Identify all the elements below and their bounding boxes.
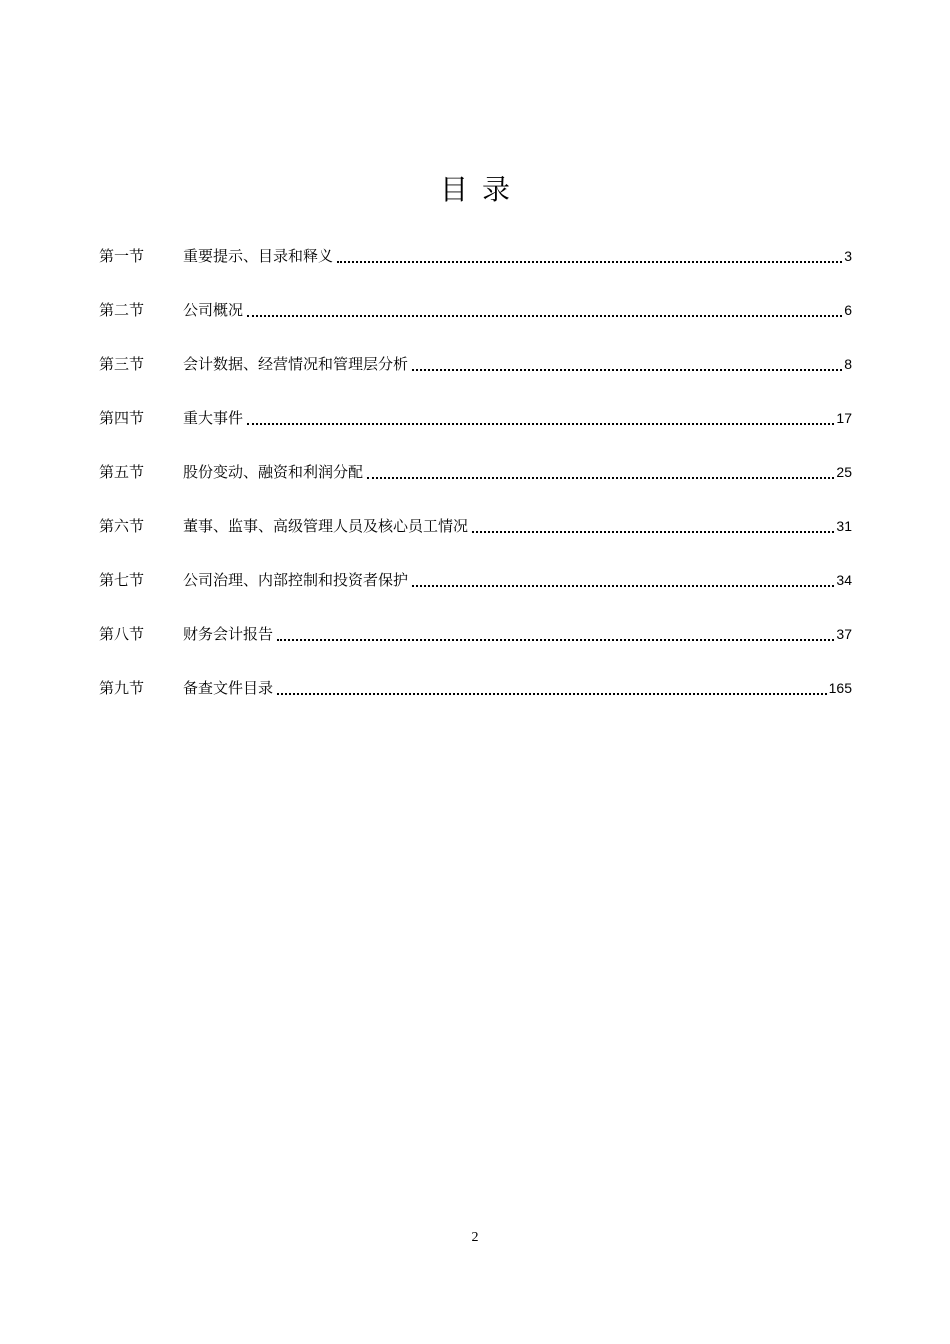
toc-entry-3[interactable] bbox=[99, 352, 852, 406]
dot-leader bbox=[337, 244, 842, 263]
toc-section-label: 第五节 bbox=[99, 463, 145, 481]
toc-entry-7[interactable] bbox=[99, 568, 852, 622]
toc-section-label: 第三节 bbox=[99, 355, 145, 373]
toc-section-label: 第八节 bbox=[99, 625, 145, 643]
toc-page-number: 34 bbox=[836, 572, 852, 588]
toc-entry-title: 重大事件 bbox=[183, 409, 244, 427]
toc-page-number: 37 bbox=[836, 626, 852, 642]
toc-entry-1[interactable] bbox=[99, 244, 852, 298]
toc-entry-title: 公司治理、内部控制和投资者保护 bbox=[183, 571, 409, 589]
toc-page-number: 3 bbox=[844, 248, 852, 264]
toc-section-label: 第四节 bbox=[99, 409, 145, 427]
toc-section-label: 第六节 bbox=[99, 517, 145, 535]
dot-leader bbox=[277, 622, 834, 641]
dot-leader bbox=[367, 460, 834, 479]
toc-entry-5[interactable] bbox=[99, 460, 852, 514]
toc-entry-title: 股份变动、融资和利润分配 bbox=[183, 463, 364, 481]
toc-entry-9[interactable] bbox=[99, 676, 852, 730]
dot-leader bbox=[247, 406, 834, 425]
toc-entry-title: 会计数据、经营情况和管理层分析 bbox=[183, 355, 409, 373]
toc-entry-title: 备查文件目录 bbox=[183, 679, 274, 697]
toc-entry-title: 重要提示、目录和释义 bbox=[183, 247, 334, 265]
toc-entry-title: 公司概况 bbox=[183, 301, 244, 319]
toc-section-label: 第二节 bbox=[99, 301, 145, 319]
toc-section-label: 第一节 bbox=[99, 247, 145, 265]
dot-leader bbox=[277, 676, 827, 695]
page-number: 2 bbox=[471, 1230, 479, 1245]
toc-entry-2[interactable] bbox=[99, 298, 852, 352]
toc-page-number: 17 bbox=[836, 410, 852, 426]
page-title: 目录 bbox=[439, 173, 524, 206]
toc-entry-8[interactable] bbox=[99, 622, 852, 676]
toc-section-label: 第七节 bbox=[99, 571, 145, 589]
dot-leader bbox=[412, 568, 834, 587]
dot-leader bbox=[472, 514, 834, 533]
dot-leader bbox=[412, 352, 842, 371]
toc-page-number: 165 bbox=[828, 680, 852, 696]
toc-entry-6[interactable] bbox=[99, 514, 852, 568]
toc-page-number: 31 bbox=[836, 518, 852, 534]
dot-leader bbox=[247, 298, 842, 317]
toc-page-number: 25 bbox=[836, 464, 852, 480]
toc-section-label: 第九节 bbox=[99, 679, 145, 697]
toc-entry-title: 董事、监事、高级管理人员及核心员工情况 bbox=[183, 517, 469, 535]
toc-page-number: 8 bbox=[844, 356, 852, 372]
toc-entry-4[interactable] bbox=[99, 406, 852, 460]
toc-page-number: 6 bbox=[844, 302, 852, 318]
toc-entry-title: 财务会计报告 bbox=[183, 625, 274, 643]
table-of-contents bbox=[99, 244, 852, 730]
